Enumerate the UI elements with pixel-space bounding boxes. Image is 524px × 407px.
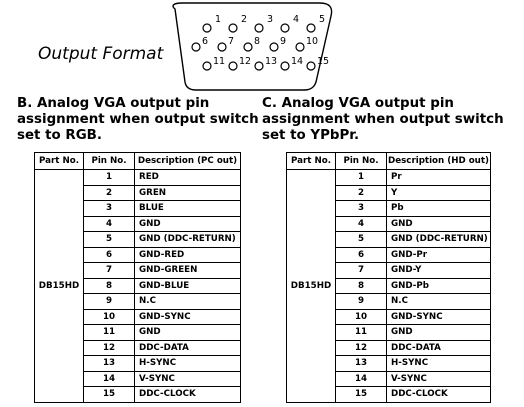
description-cell: GND — [135, 216, 241, 232]
pin-no-header: Pin No. — [336, 153, 387, 170]
description-cell: GND (DDC-RETURN) — [387, 232, 491, 248]
pin-number: 14 — [291, 56, 304, 67]
pin-no-cell: 6 — [336, 247, 387, 263]
pin-no-cell: 14 — [84, 371, 135, 387]
pin-number: 10 — [306, 36, 319, 47]
pin-hole — [244, 43, 252, 51]
part-no-header: Part No. — [35, 153, 84, 170]
part-no-cell: DB15HD — [35, 170, 84, 403]
part-no-header: Part No. — [287, 153, 336, 170]
description-header: Description (HD out) — [387, 153, 491, 170]
pin-no-cell: 8 — [336, 278, 387, 294]
pin-no-cell: 4 — [336, 216, 387, 232]
pin-hole — [307, 24, 315, 32]
pin-no-cell: 6 — [84, 247, 135, 263]
pin-no-cell: 12 — [336, 340, 387, 356]
description-cell: GND-BLUE — [135, 278, 241, 294]
pin-hole — [229, 24, 237, 32]
description-cell: DDC-DATA — [387, 340, 491, 356]
pin-hole — [229, 62, 237, 70]
pin-hole — [255, 62, 263, 70]
description-cell: H-SYNC — [387, 356, 491, 372]
description-cell: GND-RED — [135, 247, 241, 263]
description-cell: GND-Pr — [387, 247, 491, 263]
description-cell: GND-GREEN — [135, 263, 241, 279]
description-header: Description (PC out) — [135, 153, 241, 170]
pin-number: 12 — [239, 56, 252, 67]
description-cell: GND — [387, 216, 491, 232]
pin-number: 5 — [319, 14, 326, 25]
description-cell: GND-Pb — [387, 278, 491, 294]
pin-no-cell: 7 — [84, 263, 135, 279]
pin-number: 9 — [280, 36, 287, 47]
description-cell: Pr — [387, 170, 491, 186]
pin-hole — [218, 43, 226, 51]
pin-no-cell: 2 — [84, 185, 135, 201]
pin-no-cell: 2 — [336, 185, 387, 201]
description-cell: GND-Y — [387, 263, 491, 279]
pin-no-cell: 1 — [336, 170, 387, 186]
description-cell: GREN — [135, 185, 241, 201]
description-cell: GND (DDC-RETURN) — [135, 232, 241, 248]
pin-number: 11 — [213, 56, 226, 67]
pin-number: 4 — [293, 14, 300, 25]
pin-hole — [192, 43, 200, 51]
pin-no-cell: 10 — [336, 309, 387, 325]
pin-number: 8 — [254, 36, 261, 47]
rgb-pin-table — [34, 152, 241, 403]
pin-no-cell: 10 — [84, 309, 135, 325]
description-cell: BLUE — [135, 201, 241, 217]
description-cell: DDC-CLOCK — [135, 387, 241, 403]
description-cell: DDC-DATA — [135, 340, 241, 356]
pin-no-cell: 15 — [336, 387, 387, 403]
table-row — [287, 170, 491, 186]
pin-no-cell: 4 — [84, 216, 135, 232]
pin-number: 1 — [215, 14, 222, 25]
pin-no-header: Pin No. — [84, 153, 135, 170]
pin-no-cell: 15 — [84, 387, 135, 403]
pin-no-cell: 9 — [84, 294, 135, 310]
pin-hole — [203, 62, 211, 70]
pin-hole — [270, 43, 278, 51]
part-no-cell: DB15HD — [287, 170, 336, 403]
description-cell: RED — [135, 170, 241, 186]
pin-hole — [281, 62, 289, 70]
pin-no-cell: 14 — [336, 371, 387, 387]
description-cell: GND-SYNC — [387, 309, 491, 325]
pin-no-cell: 7 — [336, 263, 387, 279]
ypbpr-pin-table — [286, 152, 491, 403]
pin-no-cell: 8 — [84, 278, 135, 294]
pin-number: 13 — [265, 56, 278, 67]
pin-no-cell: 5 — [84, 232, 135, 248]
pin-number: 7 — [228, 36, 235, 47]
description-cell: GND — [135, 325, 241, 341]
pin-no-cell: 1 — [84, 170, 135, 186]
description-cell: N.C — [135, 294, 241, 310]
description-cell: H-SYNC — [135, 356, 241, 372]
pin-hole — [296, 43, 304, 51]
description-cell: DDC-CLOCK — [387, 387, 491, 403]
description-cell: V-SYNC — [135, 371, 241, 387]
pin-no-cell: 3 — [84, 201, 135, 217]
pin-number: 15 — [317, 56, 330, 67]
pin-hole — [307, 62, 315, 70]
output-format-label: Output Format — [38, 44, 164, 64]
table-row — [35, 170, 241, 186]
description-cell: Y — [387, 185, 491, 201]
section-c-title: C. Analog VGA output pin assignment when output switch set to YPbPr. — [262, 96, 504, 143]
description-cell: GND — [387, 325, 491, 341]
pin-hole — [281, 24, 289, 32]
description-cell: Pb — [387, 201, 491, 217]
description-cell: N.C — [387, 294, 491, 310]
section-b-title: B. Analog VGA output pin assignment when output switch set to RGB. — [17, 96, 259, 143]
pin-number: 2 — [241, 14, 248, 25]
description-cell: GND-SYNC — [135, 309, 241, 325]
description-cell: V-SYNC — [387, 371, 491, 387]
pin-no-cell: 13 — [336, 356, 387, 372]
pin-hole — [203, 24, 211, 32]
pin-hole — [255, 24, 263, 32]
pin-no-cell: 11 — [336, 325, 387, 341]
pin-no-cell: 13 — [84, 356, 135, 372]
pin-numbers — [202, 14, 329, 67]
pin-no-cell: 12 — [84, 340, 135, 356]
pin-number: 3 — [267, 14, 274, 25]
pin-no-cell: 11 — [84, 325, 135, 341]
pin-no-cell: 5 — [336, 232, 387, 248]
pin-number: 6 — [202, 36, 209, 47]
pin-no-cell: 3 — [336, 201, 387, 217]
pin-no-cell: 9 — [336, 294, 387, 310]
